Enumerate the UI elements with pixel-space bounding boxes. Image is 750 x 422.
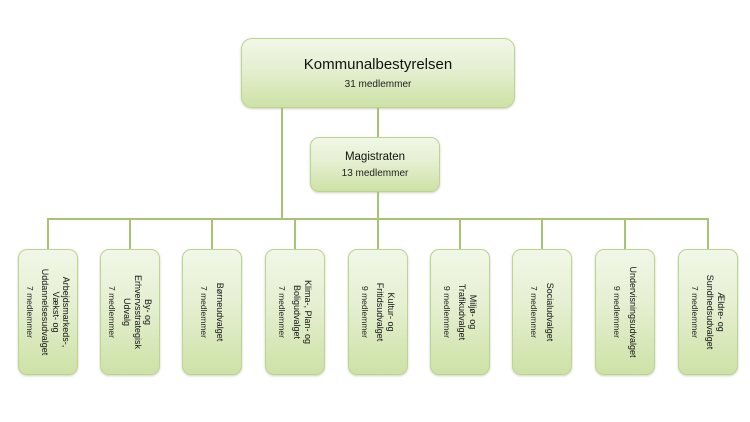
assistant-title: Magistraten	[344, 150, 406, 163]
committee-box-4	[265, 249, 325, 375]
committee-box-8	[595, 249, 655, 375]
committee-members: 7 medlemmer	[199, 286, 210, 338]
committee-title	[122, 275, 154, 349]
committee-rotated-text	[596, 252, 654, 372]
committee-title-line: Børneudvalget	[214, 282, 225, 342]
committee-members: 9 medlemmer	[360, 286, 370, 338]
committee-title-line: Arbejdsmarkeds-,	[61, 276, 72, 348]
committee-rotated-text	[513, 252, 571, 372]
committee-title-line: Socialudvalget	[544, 282, 555, 342]
connector-root-to-bar	[281, 108, 283, 219]
connector-stub-1	[47, 220, 49, 249]
root-title: Kommunalbestyrelsen	[303, 55, 453, 73]
connector-stub-5	[377, 220, 379, 249]
committee-title	[627, 266, 638, 357]
committee-members: 9 medlemmer	[442, 286, 452, 338]
committee-title-line: Fritidsudvalget	[375, 282, 386, 342]
committee-title-line: Vækst- og	[50, 291, 61, 333]
committee-title-line: By- og	[143, 298, 154, 325]
committee-title-line: Trafikudvalget	[457, 283, 468, 341]
committee-title-line: Boligudvalget	[292, 284, 303, 340]
committee-members: 7 medlemmer	[24, 286, 35, 338]
committee-box-9	[678, 249, 738, 375]
committee-rotated-text	[183, 252, 241, 372]
committee-title-line: Udvalg	[122, 297, 133, 326]
root-box-kommunalbestyrelsen	[241, 38, 515, 108]
committee-box-6	[430, 249, 490, 375]
committee-box-5	[348, 249, 408, 375]
committee-rotated-text	[266, 252, 324, 372]
committee-members: 7 medlemmer	[529, 286, 540, 338]
connector-stub-9	[707, 220, 709, 249]
committee-title	[457, 284, 478, 340]
committee-title-line: Miljø- og	[468, 294, 478, 330]
committee-title	[375, 283, 396, 342]
committee-title-line: Kultur- og	[386, 292, 396, 332]
committee-rotated-text	[431, 252, 489, 372]
committee-title	[544, 283, 555, 342]
connector-stub-3	[211, 220, 213, 249]
committee-members: 7 medlemmer	[106, 286, 117, 338]
connector-stub-6	[459, 220, 461, 249]
committee-members: 7 medlemmer	[277, 286, 287, 338]
committee-title	[214, 283, 225, 342]
committee-rotated-text	[349, 252, 407, 372]
committee-box-7	[512, 249, 572, 375]
connector-stub-7	[541, 220, 543, 249]
assistant-box-magistraten	[310, 137, 440, 192]
committee-title-line: Erhvervsstrategisk	[132, 274, 143, 350]
committee-title-line: Ældre- og	[716, 292, 726, 332]
committee-rotated-text	[101, 252, 159, 372]
root-members: 31 medlemmer	[344, 78, 412, 90]
committee-title-line: Undervisningsudvalget	[627, 266, 638, 358]
committee-title	[40, 269, 72, 356]
committee-members: 9 medlemmer	[612, 286, 623, 338]
committee-box-2	[100, 249, 160, 375]
committee-title	[705, 275, 726, 350]
committee-title-line: Uddannelsesudvalget	[40, 268, 51, 356]
committee-rotated-text	[19, 252, 77, 372]
committee-title	[292, 280, 313, 344]
committee-members: 7 medlemmer	[690, 286, 700, 338]
assistant-members: 13 medlemmer	[341, 167, 409, 179]
connector-assistant-to-bar	[377, 192, 379, 219]
connector-root-to-assistant	[377, 108, 379, 137]
committee-title-line: Sundhedsudvalget	[705, 274, 716, 350]
connector-stub-8	[624, 220, 626, 249]
committee-box-1	[18, 249, 78, 375]
committee-box-3	[182, 249, 242, 375]
committee-rotated-text	[679, 252, 737, 372]
connector-stub-4	[294, 220, 296, 249]
committee-title-line: Klima-, Plan- og	[303, 279, 313, 345]
connector-stub-2	[129, 220, 131, 249]
